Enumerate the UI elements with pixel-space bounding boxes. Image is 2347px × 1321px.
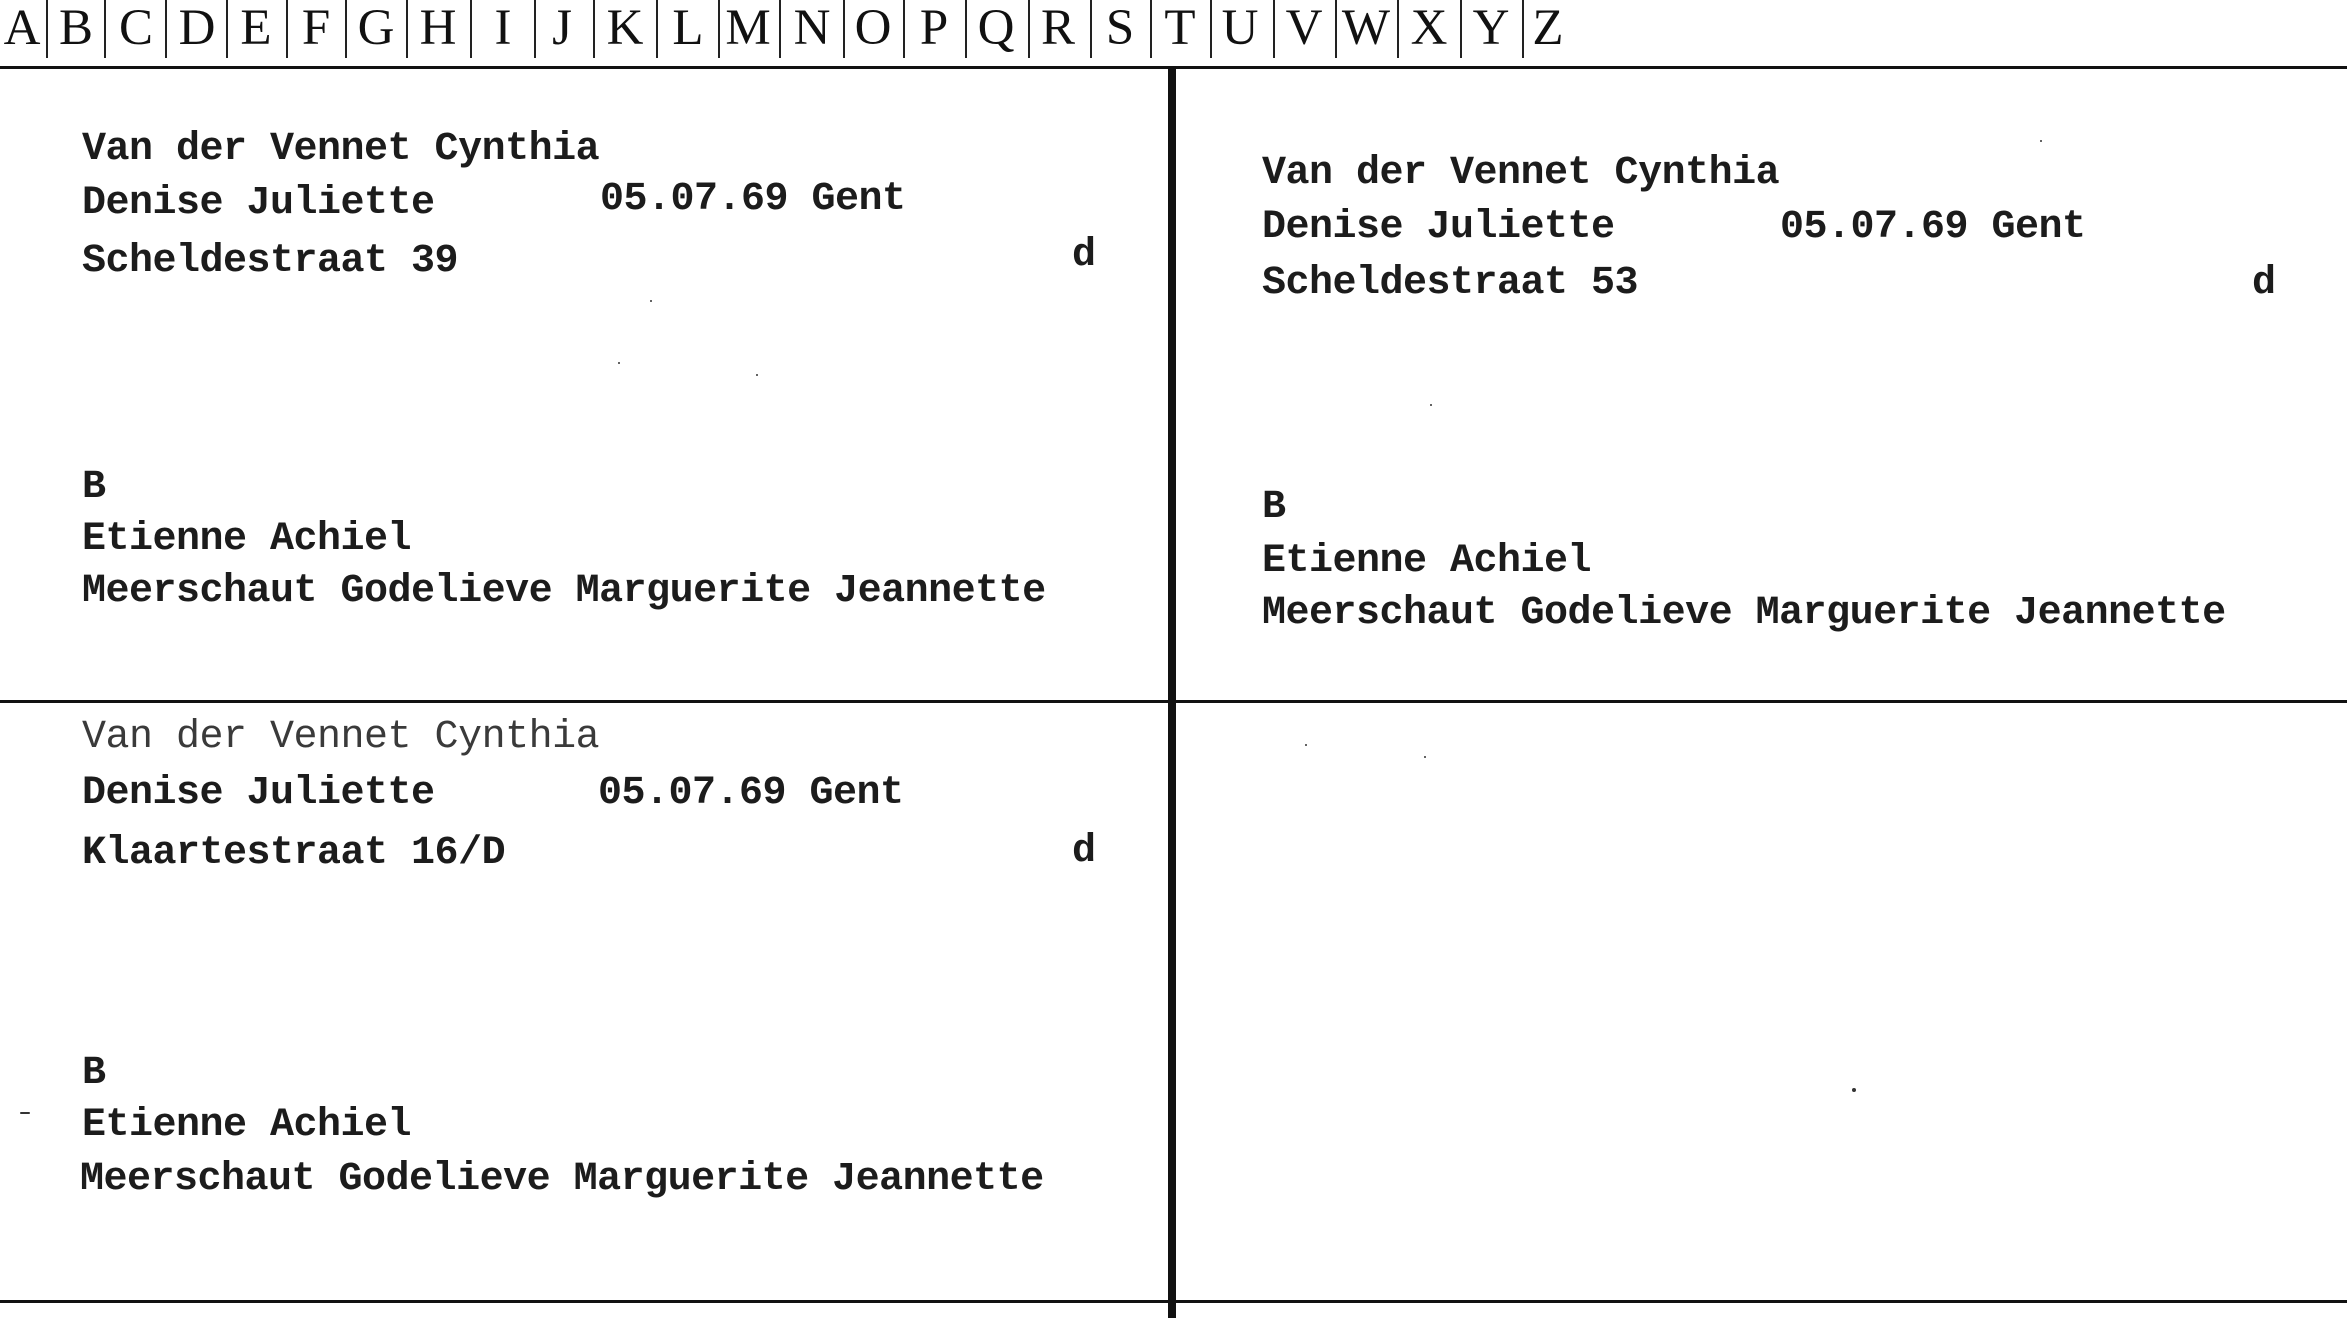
index-separator [104,0,106,58]
index-separator [1273,0,1275,58]
index-letter-l[interactable]: L [672,0,704,56]
index-separator [1335,0,1337,58]
index-letter-g[interactable]: G [357,0,395,56]
card-address: Klaartestraat 16/D [82,831,506,876]
card-address: Scheldestraat 39 [82,239,459,284]
card-name-line: Van der Vennet Cynthia [1262,151,1780,196]
ink-speck [2040,140,2042,142]
index-separator [226,0,228,58]
index-letter-x[interactable]: X [1410,0,1448,56]
card-first-names: Denise Juliette [82,181,435,226]
card-address: Scheldestraat 53 [1262,261,1639,306]
index-letter-m[interactable]: M [725,0,771,56]
card-b-label: B [1262,485,1286,530]
index-letter-o[interactable]: O [854,0,892,56]
ink-speck [618,362,620,364]
index-separator [779,0,781,58]
center-divider [1168,68,1176,1318]
index-separator [903,0,905,58]
index-letter-z[interactable]: Z [1532,0,1564,56]
ink-speck [1305,744,1307,746]
card-father: Etienne Achiel [82,517,412,562]
index-separator [1090,0,1092,58]
index-letter-y[interactable]: Y [1472,0,1510,56]
index-letter-n[interactable]: N [793,0,831,56]
index-separator [1397,0,1399,58]
card-name-line: Van der Vennet Cynthia [82,127,600,172]
card-birth: 05.07.69 Gent [1780,205,2086,250]
card-father: Etienne Achiel [1262,539,1592,584]
index-separator [534,0,536,58]
index-letter-u[interactable]: U [1221,0,1259,56]
ink-speck [1852,1088,1856,1092]
card-b-label: B [82,1051,106,1096]
ink-speck [650,300,652,302]
card-mother: Meerschaut Godelieve Marguerite Jeannette [1262,591,2226,636]
index-separator [165,0,167,58]
index-separator [593,0,595,58]
index-letter-q[interactable]: Q [977,0,1015,56]
card-flag: d [1072,233,1096,278]
index-letter-s[interactable]: S [1105,0,1135,56]
row-divider [0,700,2347,703]
index-letter-i[interactable]: I [494,0,512,56]
index-letter-h[interactable]: H [419,0,457,56]
index-separator [286,0,288,58]
card-b-label: B [82,465,106,510]
card-name-line: Van der Vennet Cynthia [82,715,600,760]
index-letter-b[interactable]: B [58,0,94,56]
index-separator [1210,0,1212,58]
ink-speck [756,374,758,376]
card-first-names: Denise Juliette [82,771,435,816]
card-birth: 05.07.69 Gent [598,771,904,816]
index-separator [1028,0,1030,58]
index-letter-t[interactable]: T [1164,0,1196,56]
bottom-rule [0,1300,2347,1303]
card-mother: Meerschaut Godelieve Marguerite Jeannette [80,1157,1044,1202]
index-letter-j[interactable]: J [552,0,572,56]
card-flag: d [1072,829,1096,874]
index-separator [843,0,845,58]
card-birth: 05.07.69 Gent [600,177,906,222]
index-letter-p[interactable]: P [919,0,949,56]
index-separator [470,0,472,58]
index-letter-d[interactable]: D [178,0,216,56]
index-separator [406,0,408,58]
ink-speck [1430,404,1432,406]
card-father: Etienne Achiel [82,1103,412,1148]
index-separator [965,0,967,58]
index-letter-v[interactable]: V [1285,0,1323,56]
index-letter-c[interactable]: C [118,0,154,56]
index-letter-f[interactable]: F [301,0,331,56]
card-flag: d [2252,261,2276,306]
index-letter-r[interactable]: R [1040,0,1076,56]
ink-speck [20,1112,30,1114]
index-letter-a[interactable]: A [3,0,41,56]
index-letter-k[interactable]: K [606,0,644,56]
index-separator [656,0,658,58]
index-letter-e[interactable]: E [240,0,272,56]
card-mother: Meerschaut Godelieve Marguerite Jeannette [82,569,1046,614]
card-first-names: Denise Juliette [1262,205,1615,250]
index-letter-w[interactable]: W [1341,0,1391,56]
index-separator [718,0,720,58]
ink-speck [1424,756,1426,758]
index-separator [1460,0,1462,58]
alphabet-index-bar [0,0,2347,62]
index-separator [1150,0,1152,58]
index-separator [1522,0,1524,58]
index-separator [345,0,347,58]
index-separator [46,0,48,58]
